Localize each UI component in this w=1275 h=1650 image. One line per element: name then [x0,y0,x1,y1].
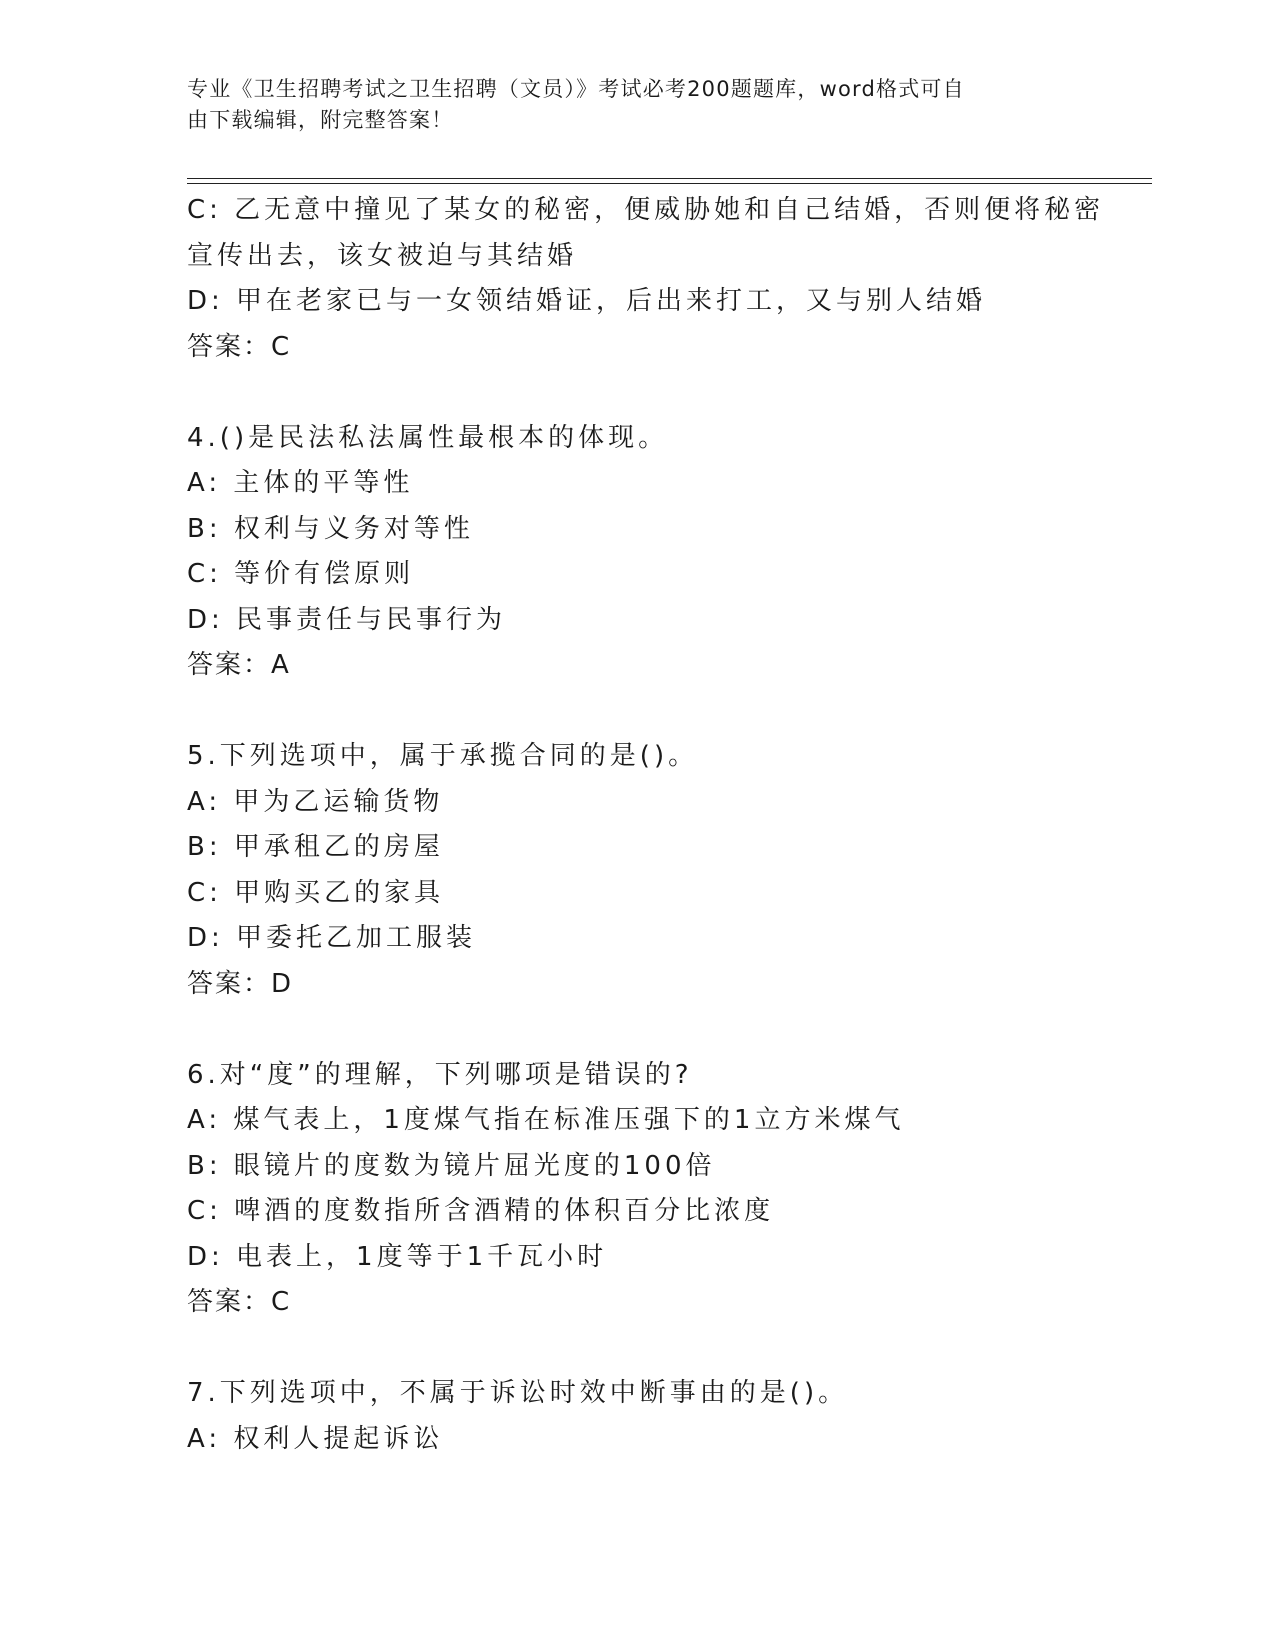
question-7 [187,1371,1087,1462]
option-c: C: 甲购买乙的家具 [187,877,445,908]
option-d: D: 甲在老家已与一女领结婚证，后出来打工，又与别人结婚 [187,286,987,316]
spacer [187,689,1087,735]
option-b: B: 眼镜片的度数为镜片屈光度的100倍 [187,1150,716,1181]
option-b: B: 甲承租乙的房屋 [187,832,444,862]
option-c: C: 啤酒的度数指所含酒精的体积百分比浓度 [187,1196,775,1226]
question-stem: 4.()是民法私法属性最根本的体现。 [187,422,669,453]
header-line-1: 专业《卫生招聘考试之卫生招聘（文员）》考试必考200题题库，word格式可自 [187,77,965,101]
question-4 [187,416,1087,689]
question-stem: 6.对“度”的理解，下列哪项是错误的? [187,1059,693,1090]
option-a: A: 主体的平等性 [187,468,414,498]
option-c-line-2: 宣传出去，该女被迫与其结婚 [187,240,578,271]
spacer [187,1326,1087,1372]
answer-3: 答案：C [187,331,292,362]
option-a: A: 甲为乙运输货物 [187,786,444,817]
answer-5: 答案：D [187,968,294,999]
spacer [187,1007,1087,1053]
header-rule-top [187,178,1152,179]
question-stem: 7.下列选项中，不属于诉讼时效中断事由的是()。 [187,1378,849,1408]
question-3-continued [187,188,1105,370]
option-d: D: 民事责任与民事行为 [187,604,507,635]
question-6 [187,1053,1087,1326]
option-d: D: 甲委托乙加工服装 [187,923,477,953]
question-5 [187,734,1087,1007]
option-d: D: 电表上，1度等于1千瓦小时 [187,1241,608,1272]
question-content [187,188,1105,1462]
answer-4: 答案：A [187,650,291,680]
question-stem: 5.下列选项中，属于承揽合同的是()。 [187,741,699,771]
option-a: A: 煤气表上，1度煤气指在标准压强下的1立方米煤气 [187,1105,905,1135]
option-b: B: 权利与义务对等性 [187,513,474,544]
header-rule-bottom [187,183,1152,184]
option-a: A: 权利人提起诉讼 [187,1423,444,1454]
header-line-2: 由下载编辑，附完整答案！ [187,108,454,132]
answer-6: 答案：C [187,1287,292,1317]
document-header [187,74,1067,136]
option-c-line-1: C: 乙无意中撞见了某女的秘密，便威胁她和自己结婚，否则便将秘密 [187,195,1105,225]
spacer [187,370,1087,416]
option-c: C: 等价有偿原则 [187,559,415,589]
